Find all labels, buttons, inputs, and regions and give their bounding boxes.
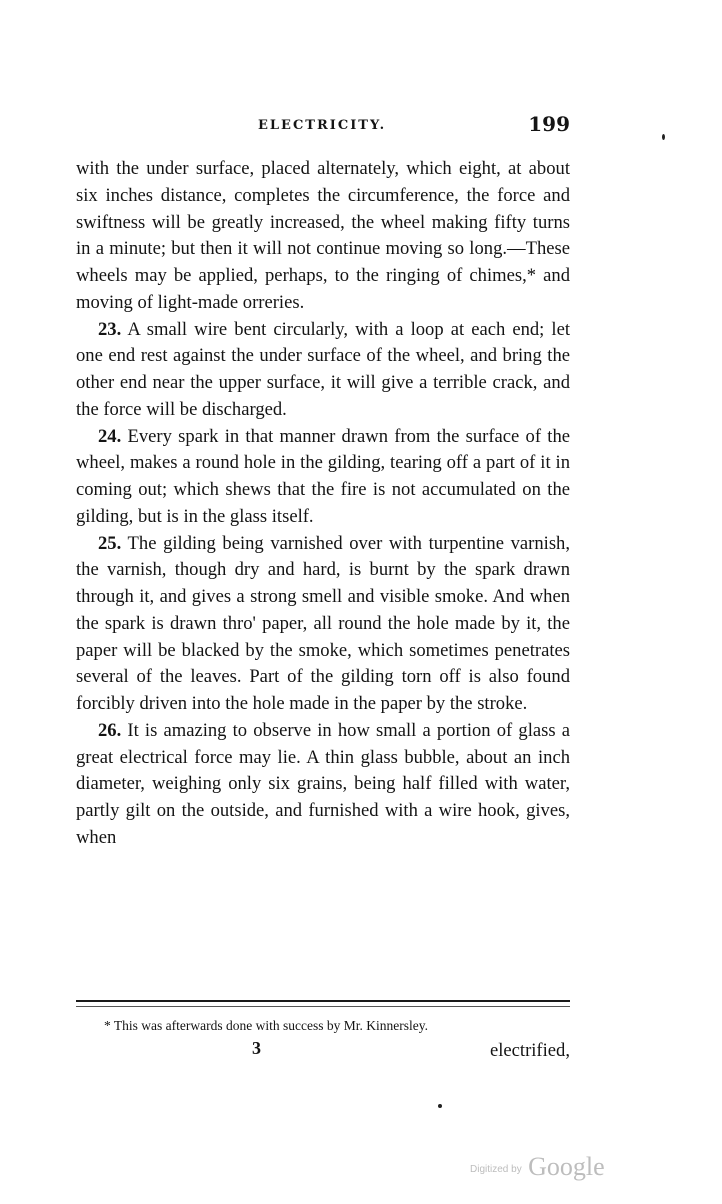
paragraph bbox=[76, 424, 570, 531]
footnote-rule bbox=[76, 1000, 570, 1007]
paragraph-number: 23. bbox=[98, 318, 122, 340]
paragraph-text: It is amazing to observe in how small a portion of glass a great electrical force may lie. A thin glass bubble, about an inch diameter, weighing only six grains, being half filled with water, partly gilt on the outside, and furnished with a wire hook, gives, when bbox=[76, 719, 570, 848]
watermark-prefix: Digitized by bbox=[470, 1164, 522, 1175]
paragraph-text: The gilding being varnished over with turpentine varnish, the varnish, though dry and hard, is burnt by the spark drawn through it, and gives a strong smell and visible smoke. And when the spark is drawn thro' paper, all round the hole made by it, the paper will be blacked by the smoke, which sometimes penetrates several of the leaves. Part of the gilding torn off is also found forcibly driven into the hole made in the paper by the stroke. bbox=[76, 532, 571, 714]
ink-speck bbox=[662, 134, 665, 140]
paragraph-number: 25. bbox=[98, 532, 122, 554]
watermark-brand: Google bbox=[528, 1152, 605, 1181]
paragraph bbox=[76, 531, 570, 718]
paragraph bbox=[76, 317, 570, 424]
page-number: 199 bbox=[528, 112, 570, 136]
page-header bbox=[258, 112, 570, 142]
paragraph bbox=[76, 718, 570, 852]
paragraph-text: with the under surface, placed alternately, which eight, at about six inches distance, completes the circumference, the force and swiftness will be greatly increased, the wheel making fifty turns in a minute; but then it will not continue moving so long.—These wheels may be applied, perhaps, to the ringing of chimes,* and moving of light-made orreries. bbox=[76, 158, 570, 313]
footnote bbox=[104, 1018, 570, 1034]
paragraph bbox=[76, 156, 570, 317]
paragraph-number: 26. bbox=[98, 719, 122, 741]
paragraph-number: 24. bbox=[98, 425, 122, 447]
ink-speck bbox=[438, 1104, 442, 1108]
paragraph-text: Every spark in that manner drawn from the surface of the wheel, makes a round hole in the gilding, tearing off a part of it in coming out; which shews that the fire is not accumulated on the gilding, but is in the glass itself. bbox=[76, 425, 570, 527]
signature-mark: 3 bbox=[252, 1038, 261, 1058]
digitized-watermark bbox=[470, 1152, 605, 1182]
paragraph-text: A small wire bent circularly, with a loop at each end; let one end rest against the under surface of the wheel, and bring the other end near the upper surface, it will give a terrible crack, and the force will be discharged. bbox=[76, 318, 571, 420]
footnote-marker: * bbox=[104, 1018, 111, 1033]
body-text bbox=[76, 156, 570, 852]
running-title: ELECTRICITY. bbox=[258, 118, 387, 133]
catchword: electrified, bbox=[489, 1040, 570, 1061]
footnote-text: This was afterwards done with success by Mr. Kinnersley. bbox=[113, 1018, 428, 1033]
